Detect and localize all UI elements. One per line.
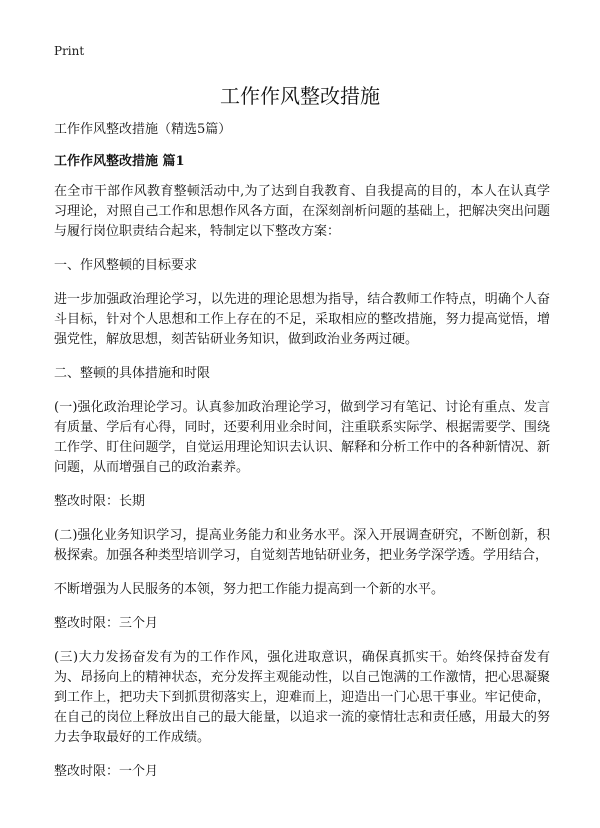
- heading-measures: 二、整顿的具体措施和时限: [54, 366, 211, 381]
- print-label: Print: [54, 44, 85, 58]
- paragraph-measure-1: (一)强化政治理论学习。认真参加政治理论学习，做到学习有笔记、讨论有重点、发言有质量、学后有心得，同时，还要利用业余时间，注重联系实际学、根据需要学、围绕工作学、盯住问题学，自觉运用理论知识去认识、解释和分析工作中的各种新情况、新问题，从而增强自己的政治素养。: [54, 400, 550, 475]
- document-subtitle: 工作作风整改措施（精选5篇）: [54, 122, 232, 137]
- paragraph-measure-3: (三)大力发扬奋发有为的工作作风，强化进取意识，确保真抓实干。始终保持奋发有为、昂扬向上的精神状态，充分发挥主观能动性，以自己饱满的工作激情，把心思凝聚到工作上，把功夫下到抓贯彻落实上，迎难而上，迎造出一门心思干事业。牢记使命，在自己的岗位上释放出自己的最大能量，以追求一流的豪情壮志和责任感，用最大的努力去争取最好的工作成绩。: [54, 650, 550, 745]
- section-heading: 工作作风整改措施 篇1: [54, 154, 185, 169]
- paragraph-measure-2-cont: 不断增强为人民服务的本领，努力把工作能力提高到一个新的水平。: [54, 582, 445, 597]
- document-body: [54, 120, 550, 796]
- document-title: 工作作风整改措施: [220, 84, 380, 108]
- paragraph-goals: 进一步加强政治理论学习，以先进的理论思想为指导，结合教师工作特点，明确个人奋斗目标，针对个人思想和工作上存在的不足，采取相应的整改措施，努力提高觉悟，增强党性，解放思想，刻苦钻研业务知识，做到政治业务两过硬。: [54, 292, 550, 347]
- deadline-1: 整改时限：长期: [54, 494, 146, 509]
- paragraph-intro: 在全市干部作风教育整顿活动中,为了达到自我教育、自我提高的目的，本人在认真学习理论，对照自己工作和思想作风各方面，在深刻剖析问题的基础上，把解决突出问题与履行岗位职责结合起来，特制定以下整改方案：: [54, 184, 550, 239]
- paragraph-measure-2: (二)强化业务知识学习，提高业务能力和业务水平。深入开展调查研究，不断创新，积极探索。加强各种类型培训学习，自觉刻苦地钻研业务，把业务学深学透。学用结合，: [54, 528, 550, 563]
- deadline-3: 整改时限：一个月: [54, 764, 159, 779]
- heading-goals: 一、作风整顿的目标要求: [54, 258, 198, 273]
- deadline-2: 整改时限：三个月: [54, 616, 159, 631]
